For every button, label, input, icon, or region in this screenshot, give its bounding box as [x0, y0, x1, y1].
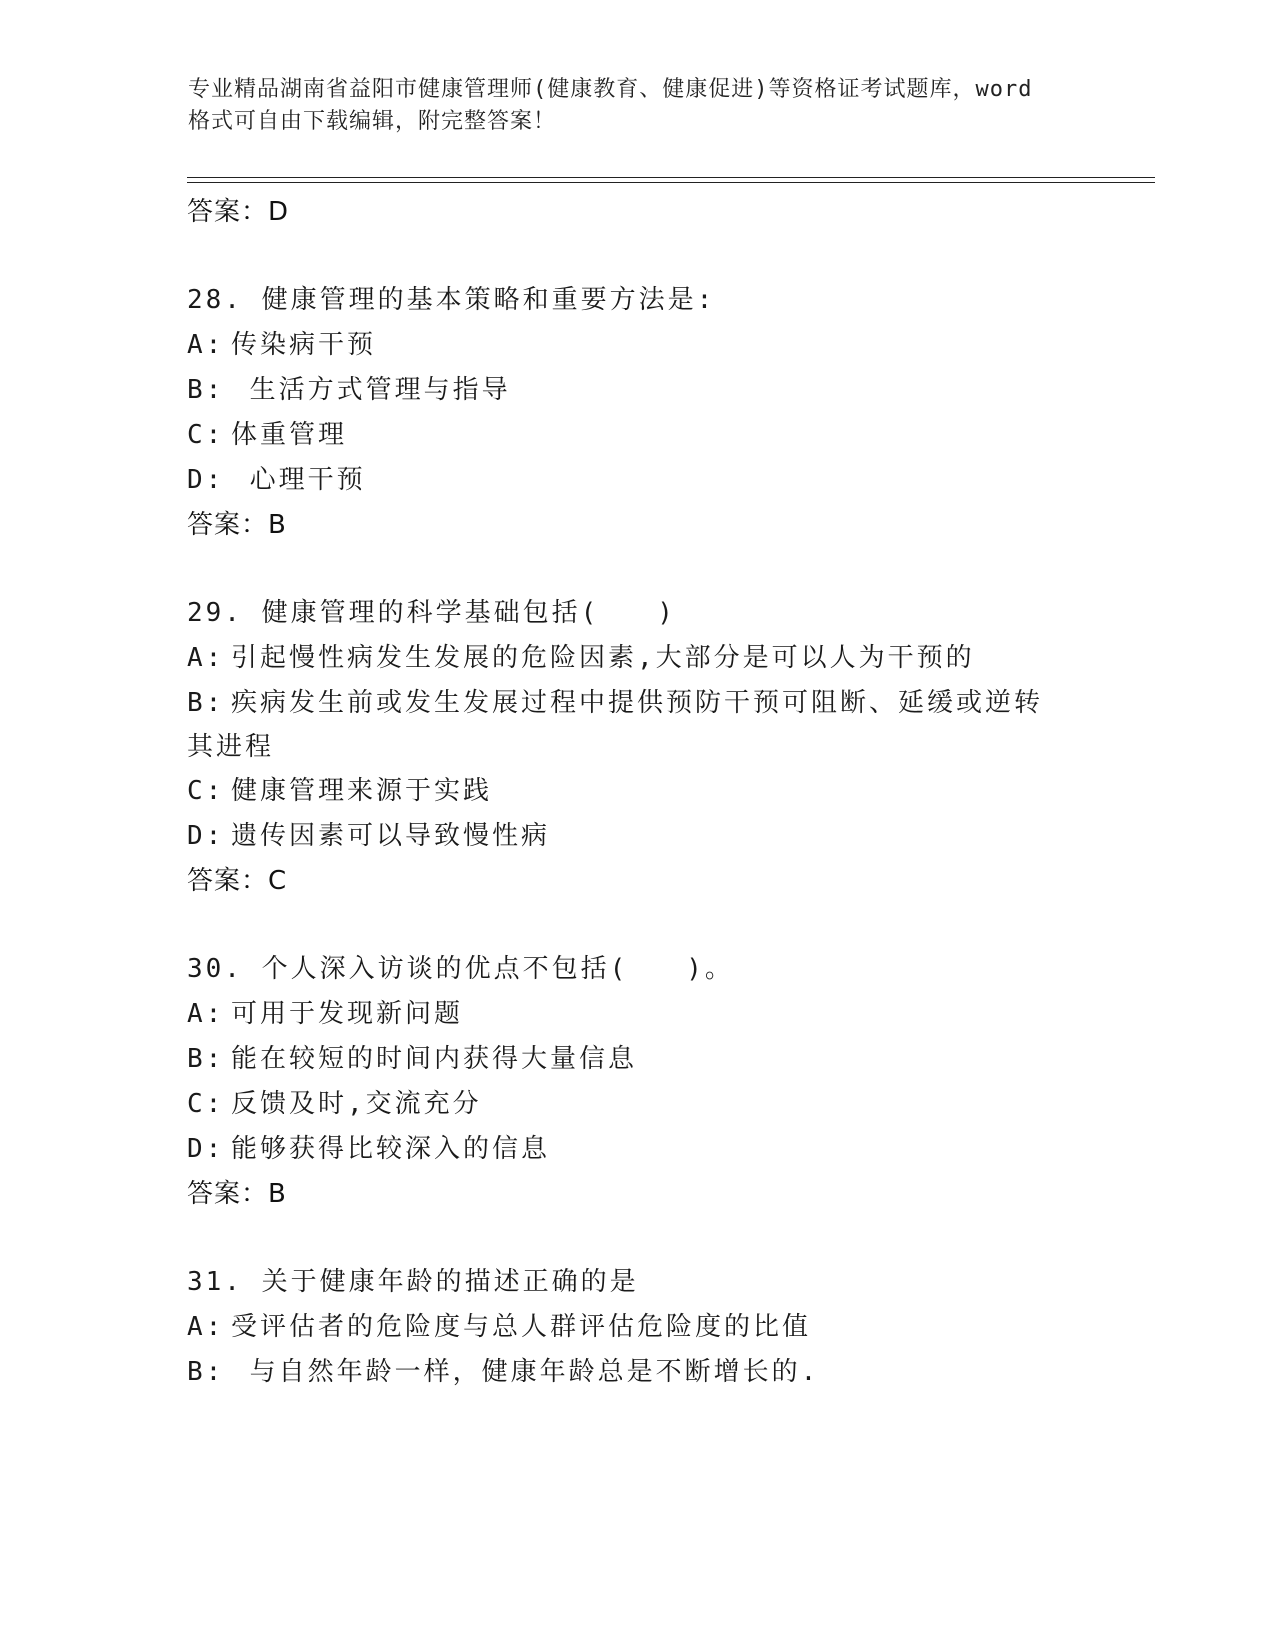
option-d — [187, 1127, 1087, 1172]
option-c — [187, 1082, 1087, 1127]
question-30 — [187, 947, 1087, 1216]
option-label: A: — [187, 1312, 225, 1342]
option-text: 心理干预 — [231, 465, 366, 495]
question-stem: 29. 健康管理的科学基础包括( ) — [187, 598, 676, 628]
answer-line: 答案：D — [187, 197, 290, 227]
header-line-1: 专业精品湖南省益阳市健康管理师(健康教育、健康促进)等资格证考试题库，word — [188, 77, 1033, 102]
option-text: 受评估者的危险度与总人群评估危险度的比值 — [231, 1312, 812, 1342]
option-label: B: — [187, 1044, 225, 1074]
option-text: 传染病干预 — [231, 330, 377, 360]
option-b — [187, 1350, 1087, 1395]
option-label: B: — [187, 688, 225, 718]
option-label: B: — [187, 1357, 225, 1387]
option-a — [187, 1305, 1087, 1350]
option-text: 遗传因素可以导致慢性病 — [231, 821, 551, 851]
question-stem: 30. 个人深入访谈的优点不包括( )。 — [187, 954, 734, 984]
option-text: 能够获得比较深入的信息 — [231, 1134, 551, 1164]
option-text: 与自然年龄一样，健康年龄总是不断增长的. — [231, 1357, 820, 1387]
header-divider-top — [187, 177, 1155, 178]
option-label: B: — [187, 375, 225, 405]
header-line-2: 格式可自由下载编辑，附完整答案！ — [188, 109, 557, 134]
option-b — [187, 681, 1067, 769]
option-label: D: — [187, 1134, 225, 1164]
answer-line: 答案：B — [187, 510, 287, 540]
question-stem: 28. 健康管理的基本策略和重要方法是: — [187, 285, 716, 315]
option-text: 能在较短的时间内获得大量信息 — [231, 1044, 638, 1074]
option-text: 健康管理来源于实践 — [231, 776, 493, 806]
option-b — [187, 1037, 1087, 1082]
option-text: 可用于发现新问题 — [231, 999, 464, 1029]
option-d — [187, 458, 1087, 503]
option-text: 体重管理 — [231, 420, 348, 450]
option-b — [187, 368, 1087, 413]
option-a — [187, 323, 1087, 368]
question-29 — [187, 591, 1087, 903]
option-c — [187, 413, 1087, 458]
option-label: C: — [187, 776, 225, 806]
document-header — [188, 74, 1088, 138]
option-label: D: — [187, 821, 225, 851]
option-text: 生活方式管理与指导 — [231, 375, 511, 405]
option-text: 疾病发生前或发生发展过程中提供预防干预可阻断、延缓或逆转其进程 — [187, 688, 1044, 762]
answer-line: 答案：C — [187, 866, 288, 896]
question-31 — [187, 1260, 1087, 1395]
option-label: A: — [187, 330, 225, 360]
option-label: A: — [187, 643, 225, 673]
option-a — [187, 636, 1087, 681]
option-label: C: — [187, 420, 225, 450]
question-stem: 31. 关于健康年龄的描述正确的是 — [187, 1267, 639, 1297]
option-c — [187, 769, 1087, 814]
question-28 — [187, 278, 1087, 547]
answer-line: 答案：B — [187, 1179, 287, 1209]
option-d — [187, 814, 1087, 859]
option-label: C: — [187, 1089, 225, 1119]
option-text: 引起慢性病发生发展的危险因素,大部分是可以人为干预的 — [231, 643, 975, 673]
option-text: 反馈及时,交流充分 — [231, 1089, 482, 1119]
option-a — [187, 992, 1087, 1037]
option-label: A: — [187, 999, 225, 1029]
header-divider-bottom — [187, 182, 1155, 183]
question-list — [187, 190, 1087, 1395]
option-label: D: — [187, 465, 225, 495]
